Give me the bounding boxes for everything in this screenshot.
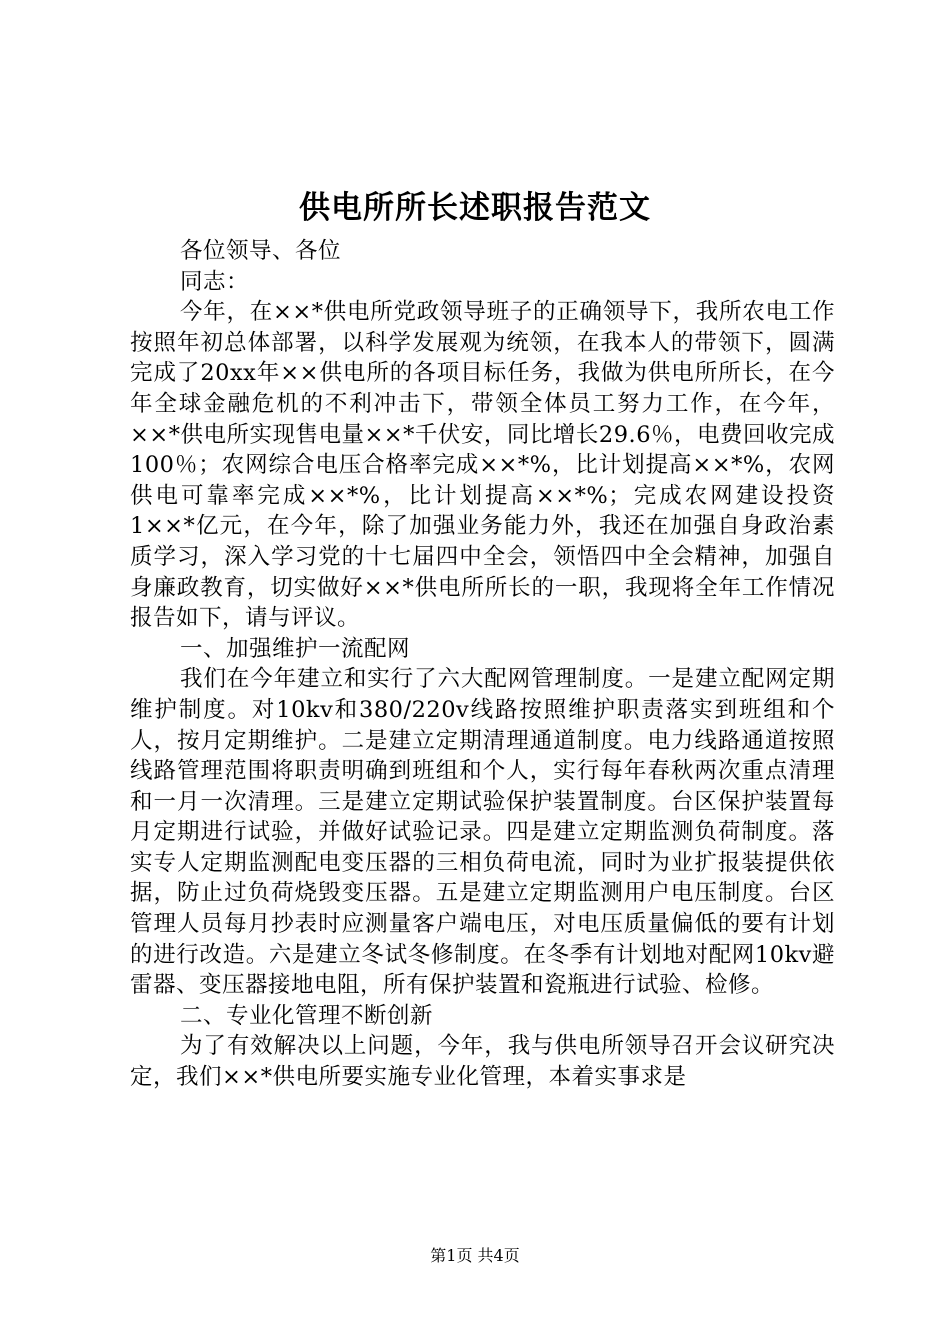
document-body [130,236,835,1093]
salutation-line-2: 同志： [180,268,250,295]
salutation-line-1: 各位领导、各位 [180,238,342,264]
section-1-paragraph: 我们在今年建立和实行了六大配网管理制度。一是建立配网定期维护制度。对10kv和380/220v线路按照维护职责落实到班组和个人，按月定期维护。二是建立定期清理通道制度。电力线路通道按照线路管理范围将职责明确到班组和个人，实行每年春秋两次重点清理和一月一次清理。三是建立定期试验保护装置制度。台区保护装置每月定期进行试验，并做好试验记录。四是建立定期监测负荷制度。落实专人定期监测配电变压器的三相负荷电流，同时为业扩报装提供依据，防止过负荷烧毁变压器。五是建立定期监测用户电压制度。台区管理人员每月抄表时应测量客户端电压，对电压质量偏低的要有计划的进行改造。六是建立冬试冬修制度。在冬季有计划地对配网10kv避雷器、变压器接地电阻，所有保护装置和瓷瓶进行试验、检修。 [130,666,835,999]
intro-paragraph: 今年，在××*供电所党政领导班子的正确领导下，我所农电工作按照年初总体部署，以科学发展观为统领，在我本人的带领下，圆满完成了20xx年××供电所的各项目标任务，我做为供电所所长，在今年全球金融危机的不利冲击下，带领全体员工努力工作，在今年，××*供电所实现售电量××*千伏安，同比增长29.6％，电费回收完成100％；农网综合电压合格率完成××*%，比计划提高××*%，农网供电可靠率完成××*%，比计划提高××*%；完成农网建设投资1××*亿元，在今年，除了加强业务能力外，我还在加强自身政治素质学习，深入学习党的十七届四中全会，领悟四中全会精神，加强自身廉政教育，切实做好××*供电所所长的一职，我现将全年工作情况报告如下，请与评议。 [130,299,836,632]
section-2-paragraph: 为了有效解决以上问题，今年，我与供电所领导召开会议研究决定，我们××*供电所要实施专业化管理，本着实事求是 [130,1033,835,1091]
document-title: 供电所所长述职报告范文 [299,190,651,226]
page-footer: 第1页 共4页 [430,1246,520,1265]
section-1-heading: 一、加强维护一流配网 [180,635,411,662]
section-2-heading: 二、专业化管理不断创新 [180,1002,434,1029]
